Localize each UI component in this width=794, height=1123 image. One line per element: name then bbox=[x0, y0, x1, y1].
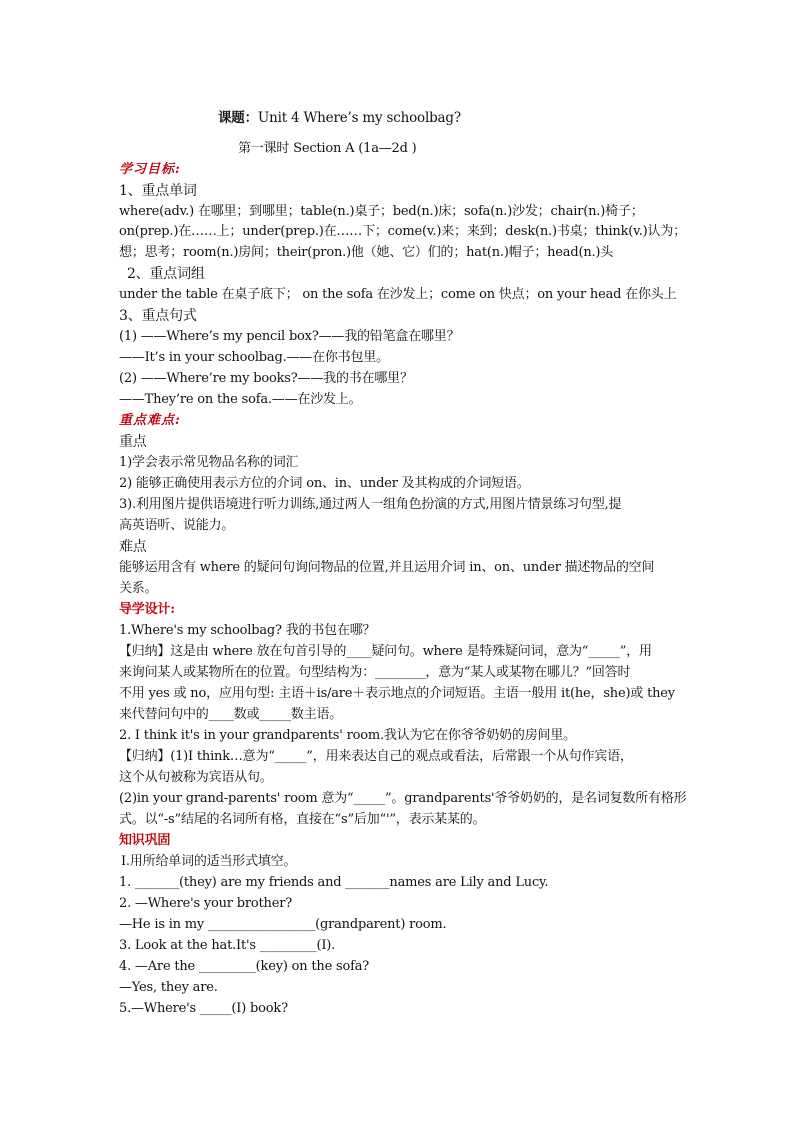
difficult-item-1b: 关系。 bbox=[119, 581, 158, 596]
sentence-a1: ——It’s in your schoolbag.——在你书包里。 bbox=[119, 350, 389, 365]
sentence-q2: (2) ——Where’re my books?——我的书在哪里？ bbox=[119, 371, 413, 386]
words-line-1: where(adv.) 在哪里；到哪里；table(n.)桌子；bed(n.)床；sofa(n.)沙发；chair(n.)椅子； bbox=[119, 204, 644, 219]
difficult-item-1a: 能够运用含有 where 的疑问句询问物品的位置,并且运用介词 in、on、under 描述物品的空间 bbox=[119, 560, 655, 575]
practice-instruction: Ⅰ.用所给单词的适当形式填空。 bbox=[121, 854, 297, 869]
important-item-3a: 3).利用图片提供语境进行听力训练,通过两人一组角色扮演的方式,用图片情景练习句型,提 bbox=[119, 497, 622, 512]
guide-summary-2b: 这个从句被称为宾语从句。 bbox=[119, 770, 273, 785]
sentence-q1: (1) ——Where’s my pencil box?——我的铅笔盒在哪里？ bbox=[119, 329, 460, 344]
phrases-line: under the table 在桌子底下； on the sofa 在沙发上；come on 快点；on your head 在你头上 bbox=[119, 287, 677, 302]
title-text: Unit 4 Where’s my schoolbag? bbox=[257, 110, 461, 126]
guide-summary-1d: 来代替问句中的____数或_____数主语。 bbox=[119, 707, 343, 722]
guide-summary-1b: 来询问某人或某物所在的位置。句型结构为：________，意为“某人或某物在哪儿？”回答时 bbox=[119, 665, 631, 680]
difficult-label: 难点 bbox=[119, 539, 147, 555]
guide-item-2: 2. I think it's in your grandparents' room.我认为它在你爷爷奶奶的房间里。 bbox=[119, 728, 576, 743]
words-line-2: on(prep.)在……上；under(prep.)在……下；come(v.)来；来到；desk(n.)书桌；think(v.)认为； bbox=[119, 224, 686, 239]
title-prefix: 课题： bbox=[218, 110, 258, 126]
keypoints-heading: 重点难点: bbox=[119, 413, 181, 428]
exercise-2: 2. —Where's your brother? bbox=[119, 896, 292, 911]
exercise-1: 1. _______(they) are my friends and _______names are Lily and Lucy. bbox=[119, 875, 549, 890]
exercise-5: 5.—Where's _____(I) book? bbox=[119, 1001, 288, 1016]
important-item-2: 2) 能够正确使用表示方位的介词 on、in、under 及其构成的介词短语。 bbox=[119, 476, 530, 491]
practice-heading: 知识巩固 bbox=[119, 833, 171, 848]
guide-summary-1a: 【归纳】这是由 where 放在句首引导的____疑问句。where 是特殊疑问词，意为“_____”，用 bbox=[119, 644, 652, 659]
guide-summary-2d: 式。以“-s”结尾的名词所有格，直接在“s”后加“'”，表示某某的。 bbox=[119, 812, 486, 827]
guide-summary-1c: 不用 yes 或 no，应用句型: 主语＋is/are＋表示地点的介词短语。主语一般用 it(he，she)或 they bbox=[119, 686, 675, 701]
section-phrases-heading: 2、重点词组 bbox=[127, 266, 205, 282]
guide-heading: 导学设计: bbox=[119, 602, 175, 617]
sentence-a2: ——They’re on the sofa.——在沙发上。 bbox=[119, 392, 362, 407]
page-title bbox=[218, 108, 461, 128]
exercise-2-answer: —He is in my _________________(grandparent) room. bbox=[119, 917, 447, 932]
important-item-3b: 高英语听、说能力。 bbox=[119, 518, 235, 533]
words-line-3: 想；思考；room(n.)房间；their(pron.)他（她、它）们的；hat(n.)帽子；head(n.)头 bbox=[119, 245, 614, 260]
important-label: 重点 bbox=[119, 434, 147, 450]
section-sentences-heading: 3、重点句式 bbox=[119, 308, 197, 324]
objectives-heading: 学习目标: bbox=[119, 162, 181, 177]
important-item-1: 1)学会表示常见物品名称的词汇 bbox=[119, 455, 299, 470]
guide-summary-2a: 【归纳】(1)I think…意为“_____”，用来表达自己的观点或看法，后常跟一个从句作宾语， bbox=[119, 749, 633, 764]
exercise-3: 3. Look at the hat.It's _________(I). bbox=[119, 938, 336, 953]
exercise-4: 4. —Are the _________(key) on the sofa? bbox=[119, 959, 370, 974]
guide-summary-2c: (2)in your grand-parents' room 意为“_____”。grandparents'爷爷奶奶的，是名词复数所有格形 bbox=[119, 791, 687, 806]
exercise-4-answer: —Yes, they are. bbox=[119, 980, 218, 995]
section-words-heading: 1、重点单词 bbox=[119, 183, 197, 199]
lesson-subtitle: 第一课时 Section A (1a—2d ) bbox=[238, 141, 417, 156]
guide-item-1: 1.Where's my schoolbag? 我的书包在哪？ bbox=[119, 623, 376, 638]
